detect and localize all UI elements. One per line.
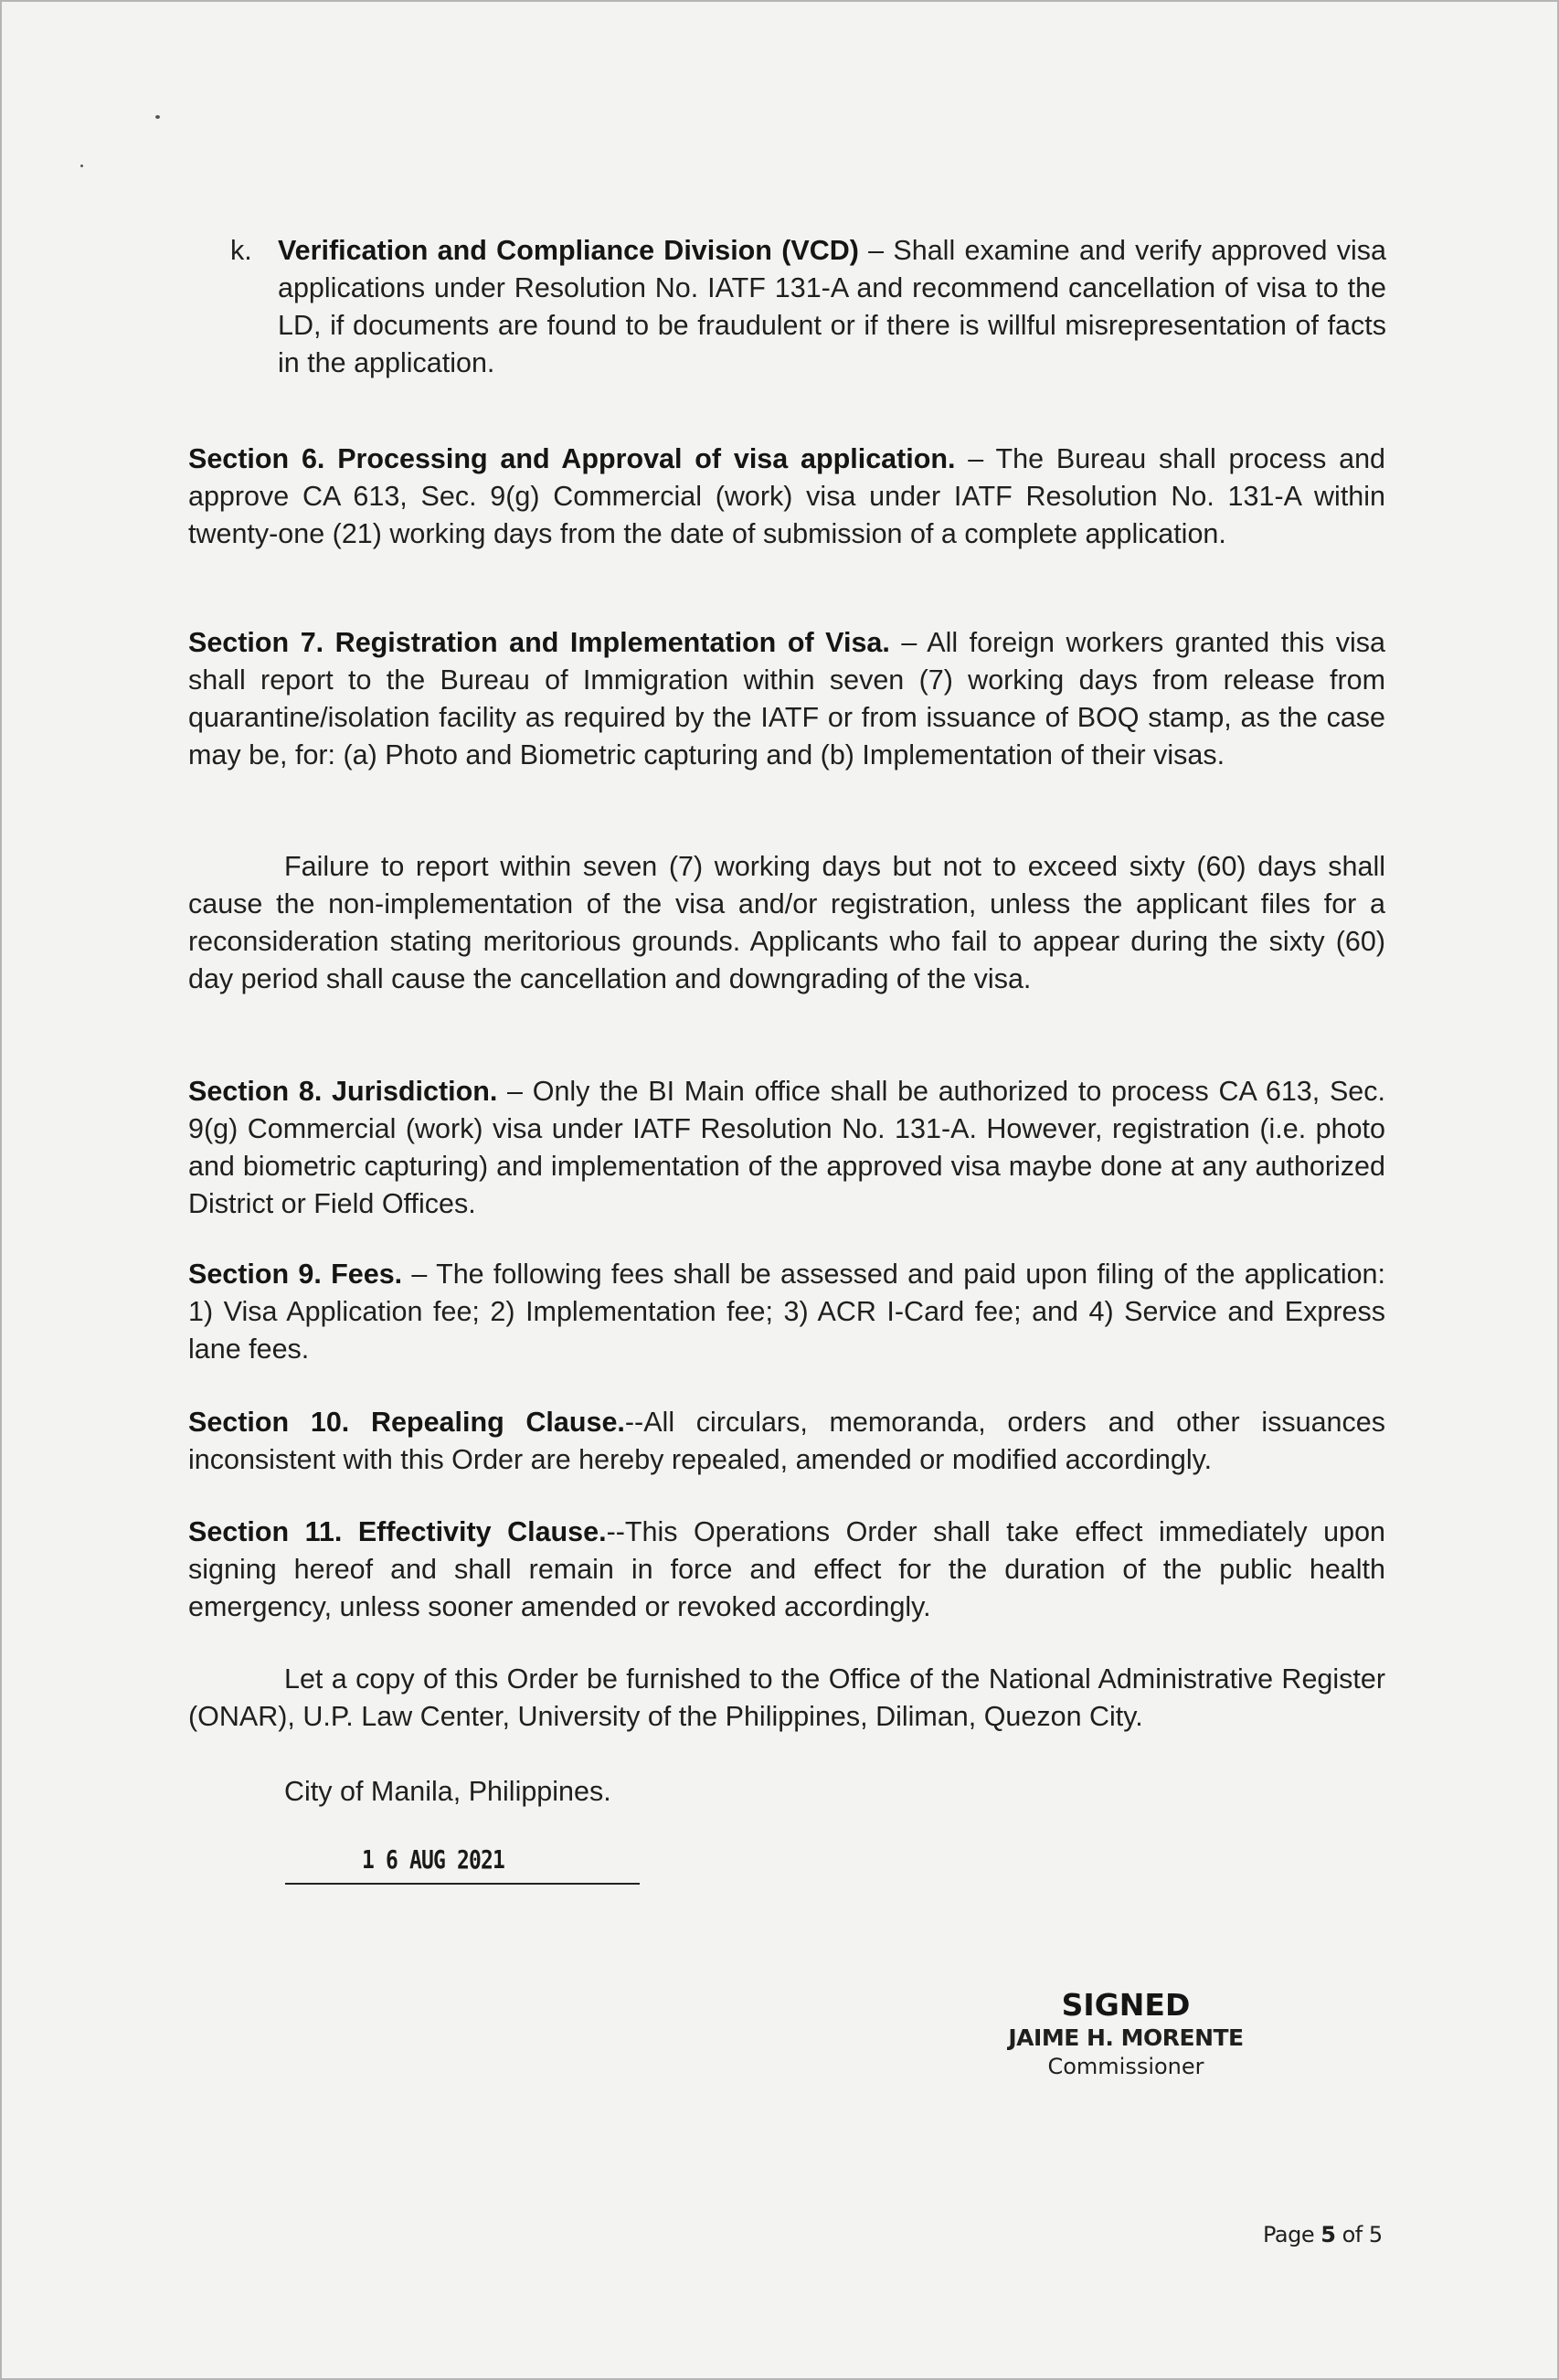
signed-label: SIGNED bbox=[1061, 1987, 1191, 2023]
page-number bbox=[1263, 2222, 1383, 2247]
scan-speck bbox=[155, 115, 160, 119]
page-number-current: 5 bbox=[1320, 2222, 1336, 2247]
section-11-heading: Section 11. Effectivity Clause. bbox=[188, 1516, 607, 1547]
section-7 bbox=[188, 624, 1385, 774]
section-11 bbox=[188, 1514, 1385, 1626]
section-10 bbox=[188, 1404, 1385, 1479]
item-k-heading: Verification and Compliance Division (VCD) bbox=[278, 235, 859, 266]
section-7-text: – All foreign workers granted this visa shall report to the Bureau of Immigration within seven (7) working days from release from quarantine/isolation facility as required by the IATF or from issuance of BOQ stamp, as the case may be, for: (a) Photo and Biometric capturing and (b) Implementation of their visas. bbox=[188, 627, 1385, 770]
copy-furnished-paragraph: Let a copy of this Order be furnished to the Office of the National Administrative Register (ONAR), U.P. Law Center, University of the Philippines, Diliman, Quezon City. bbox=[188, 1663, 1385, 1732]
section-9-text: – The following fees shall be assessed and paid upon filing of the application: 1) Visa Application fee; 2) Implementation fee; 3) ACR I-Card fee; and 4) Service and Express lane fees. bbox=[188, 1259, 1385, 1365]
date-signature-line bbox=[285, 1843, 640, 1885]
section-8 bbox=[188, 1073, 1385, 1223]
section-6 bbox=[188, 441, 1385, 553]
section-10-heading: Section 10. Repealing Clause. bbox=[188, 1407, 625, 1438]
item-k-text: – Shall examine and verify approved visa applications under Resolution No. IATF 131-A and recommend cancellation of visa to the LD, if documents are found to be fraudulent or if there is willful misrepresentation of facts in the application. bbox=[278, 235, 1386, 378]
date-stamp: 1 6 AUG 2021 bbox=[362, 1844, 505, 1875]
signatory-name: JAIME H. MORENTE bbox=[1008, 2024, 1244, 2051]
signature-block bbox=[916, 1987, 1336, 2080]
section-7-heading: Section 7. Registration and Implementation of Visa. bbox=[188, 627, 890, 658]
page-number-prefix: Page bbox=[1263, 2222, 1321, 2247]
section-11-text: --This Operations Order shall take effect immediately upon signing hereof and shall remain in force and effect for the duration of the public health emergency, unless sooner amended or revoked accordingly. bbox=[188, 1516, 1385, 1622]
list-marker: k. bbox=[230, 235, 252, 266]
section-9 bbox=[188, 1256, 1385, 1368]
signatory-title: Commissioner bbox=[1047, 2054, 1204, 2079]
section-7-paragraph-2: Failure to report within seven (7) working days but not to exceed sixty (60) days shall cause the non-implementation of the visa and/or registration, unless the applicant files for a reconsideration stating meritorious grounds. Applicants who fail to appear during the sixty (60) day period shall cause the cancellation and downgrading of the visa. bbox=[188, 851, 1385, 994]
page-number-suffix: of 5 bbox=[1335, 2222, 1383, 2247]
section-9-heading: Section 9. Fees. bbox=[188, 1259, 403, 1290]
section-6-text: – The Bureau shall process and approve CA 613, Sec. 9(g) Commercial (work) visa under IATF Resolution No. 131-A within twenty-one (21) working days from the date of submission of a complete application. bbox=[188, 443, 1386, 549]
section-10-text: --All circulars, memoranda, orders and other issuances inconsistent with this Order are hereby repealed, amended or modified accordingly. bbox=[188, 1407, 1385, 1475]
section-6-heading: Section 6. Processing and Approval of visa application. bbox=[188, 443, 956, 474]
item-k-vcd bbox=[230, 232, 1386, 382]
place-of-issue: City of Manila, Philippines. bbox=[284, 1776, 611, 1807]
section-8-text: – Only the BI Main office shall be authorized to process CA 613, Sec. 9(g) Commercial (work) visa under IATF Resolution No. 131-A. However, registration (i.e. photo and biometric capturing) and implementation of the approved visa maybe done at any authorized District or Field Offices. bbox=[188, 1076, 1385, 1219]
section-8-heading: Section 8. Jurisdiction. bbox=[188, 1076, 498, 1107]
scan-speck bbox=[80, 165, 83, 167]
